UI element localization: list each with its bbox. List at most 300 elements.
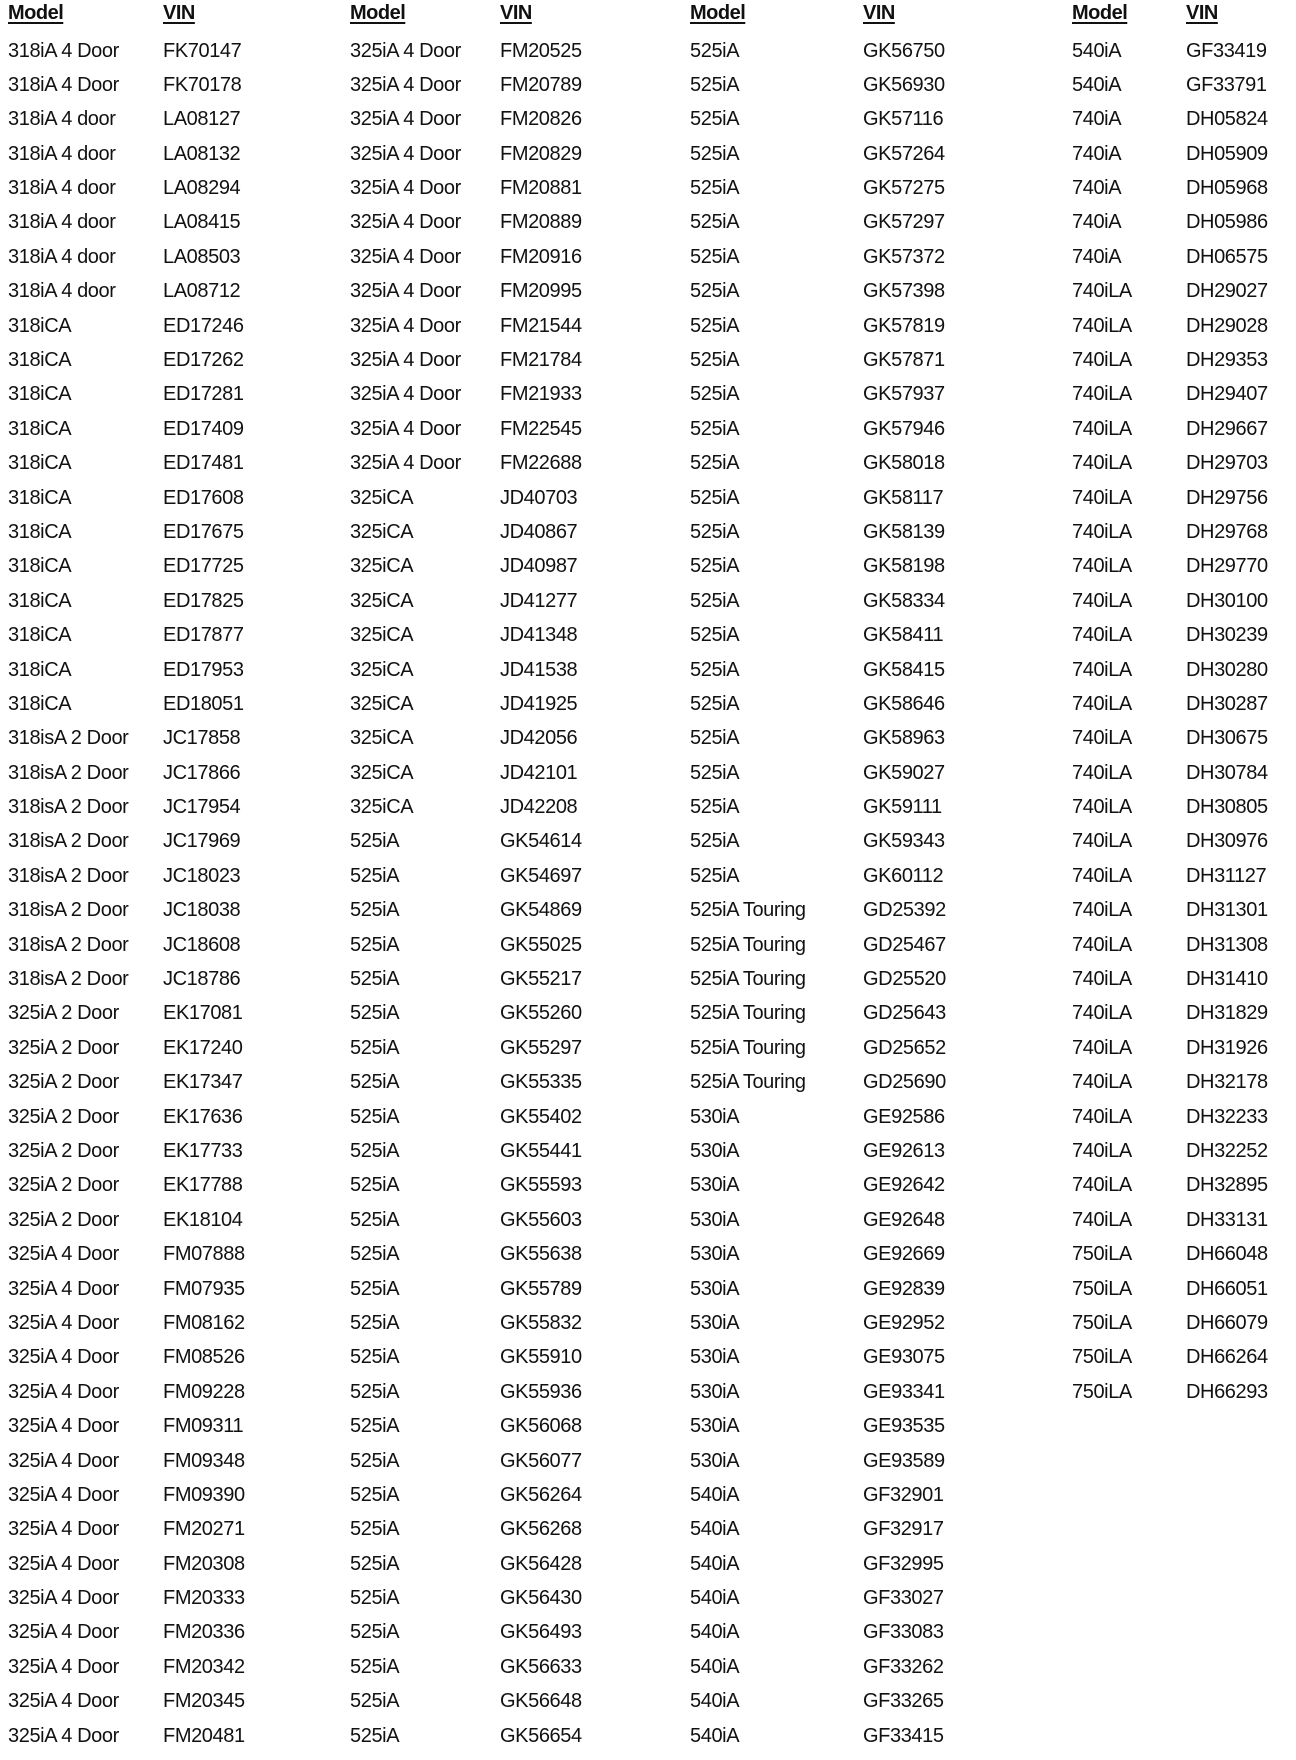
vin-cell: FM09348 bbox=[163, 1449, 245, 1472]
vin-cell: GK57819 bbox=[863, 314, 945, 337]
model-cell: 525iA bbox=[690, 796, 740, 819]
model-cell: 525iA bbox=[690, 142, 740, 165]
model-cell: 325iA 4 Door bbox=[8, 1346, 119, 1369]
vin-cell: JD42208 bbox=[500, 796, 578, 819]
vin-cell: FM20271 bbox=[163, 1518, 245, 1541]
vin-cell: GK57297 bbox=[863, 211, 945, 234]
model-cell: 325iA 4 Door bbox=[350, 417, 461, 440]
vin-cell: JD40987 bbox=[500, 555, 578, 578]
vin-header: VIN bbox=[863, 2, 895, 24]
vin-cell: FK70178 bbox=[163, 73, 242, 96]
vin-cell: GF33262 bbox=[863, 1655, 944, 1678]
model-cell: 525iA bbox=[350, 1036, 400, 1059]
model-cell: 325iA 4 Door bbox=[8, 1415, 119, 1438]
model-cell: 325iA 2 Door bbox=[8, 1174, 119, 1197]
model-cell: 318iCA bbox=[8, 589, 72, 612]
vin-cell: JD40703 bbox=[500, 486, 578, 509]
model-cell: 318iCA bbox=[8, 658, 72, 681]
vin-cell: GK58963 bbox=[863, 727, 945, 750]
model-cell: 740iLA bbox=[1072, 1071, 1132, 1094]
model-cell: 530iA bbox=[690, 1277, 740, 1300]
vin-cell: GK56268 bbox=[500, 1518, 582, 1541]
model-cell: 325iA 4 Door bbox=[8, 1243, 119, 1266]
vin-cell: FM20826 bbox=[500, 108, 582, 131]
vin-cell: DH30100 bbox=[1186, 589, 1268, 612]
model-cell: 318iA 4 door bbox=[8, 108, 116, 131]
vin-cell: FM20995 bbox=[500, 280, 582, 303]
model-cell: 325iCA bbox=[350, 486, 414, 509]
vin-cell: DH29353 bbox=[1186, 349, 1268, 372]
model-cell: 525iA bbox=[690, 73, 740, 96]
model-cell: 325iA 4 Door bbox=[350, 177, 461, 200]
vin-cell: LA08712 bbox=[163, 280, 241, 303]
model-cell: 318isA 2 Door bbox=[8, 933, 129, 956]
model-cell: 740iLA bbox=[1072, 864, 1132, 887]
model-cell: 750iLA bbox=[1072, 1380, 1132, 1403]
vin-cell: FM20881 bbox=[500, 177, 582, 200]
vin-cell: FM20525 bbox=[500, 39, 582, 62]
model-cell: 740iLA bbox=[1072, 761, 1132, 784]
model-cell: 740iLA bbox=[1072, 1036, 1132, 1059]
vin-cell: GK58646 bbox=[863, 692, 945, 715]
model-cell: 525iA bbox=[350, 1587, 400, 1610]
vin-cell: GK60112 bbox=[863, 864, 944, 887]
vin-cell: DH32252 bbox=[1186, 1140, 1268, 1162]
model-cell: 750iLA bbox=[1072, 1311, 1132, 1334]
model-cell: 530iA bbox=[690, 1174, 740, 1197]
model-cell: 318isA 2 Door bbox=[8, 727, 129, 750]
vin-cell: ED17281 bbox=[163, 383, 244, 406]
model-cell: 530iA bbox=[690, 1346, 740, 1369]
model-cell: 318iA 4 door bbox=[8, 245, 116, 268]
model-cell: 525iA bbox=[350, 1140, 400, 1162]
vin-cell: GE92839 bbox=[863, 1277, 945, 1300]
model-cell: 525iA bbox=[690, 727, 740, 750]
vin-cell: GK55593 bbox=[500, 1174, 582, 1197]
vin-cell: JD41277 bbox=[500, 589, 578, 612]
vin-cell: GK55936 bbox=[500, 1380, 582, 1403]
vin-cell: GE93075 bbox=[863, 1346, 945, 1369]
model-cell: 525iA bbox=[350, 1208, 400, 1231]
model-cell: 740iA bbox=[1072, 108, 1122, 131]
vin-cell: GK58415 bbox=[863, 658, 945, 681]
vin-cell: GK59027 bbox=[863, 761, 945, 784]
vin-cell: GK57372 bbox=[863, 245, 945, 268]
model-cell: 740iLA bbox=[1072, 417, 1132, 440]
vin-cell: GE92669 bbox=[863, 1243, 945, 1266]
model-cell: 325iA 4 Door bbox=[8, 1277, 119, 1300]
vin-cell: DH30976 bbox=[1186, 830, 1268, 853]
model-cell: 318iA 4 Door bbox=[8, 39, 119, 62]
vin-cell: FM22688 bbox=[500, 452, 582, 475]
vin-cell: JD42101 bbox=[500, 761, 578, 784]
model-cell: 525iA bbox=[690, 177, 740, 200]
vin-cell: FM20829 bbox=[500, 142, 582, 165]
vin-cell: GE92586 bbox=[863, 1105, 945, 1128]
model-cell: 740iLA bbox=[1072, 1002, 1132, 1025]
model-cell: 325iA 4 Door bbox=[350, 452, 461, 475]
vin-cell: GK58411 bbox=[863, 624, 944, 647]
model-cell: 325iA 4 Door bbox=[8, 1587, 119, 1610]
model-cell: 325iA 4 Door bbox=[350, 142, 461, 165]
model-cell: 325iCA bbox=[350, 796, 414, 819]
model-cell: 525iA Touring bbox=[690, 933, 806, 956]
vin-cell: DH30675 bbox=[1186, 727, 1268, 750]
model-cell: 525iA bbox=[690, 658, 740, 681]
model-cell: 740iA bbox=[1072, 211, 1122, 234]
model-cell: 325iA 4 Door bbox=[350, 245, 461, 268]
vin-cell: FM21544 bbox=[500, 314, 582, 337]
model-cell: 318iA 4 door bbox=[8, 142, 116, 165]
model-cell: 530iA bbox=[690, 1415, 740, 1438]
model-cell: 325iA 4 Door bbox=[8, 1483, 119, 1506]
model-cell: 740iLA bbox=[1072, 624, 1132, 647]
vin-cell: GD25392 bbox=[863, 899, 946, 922]
model-cell: 318isA 2 Door bbox=[8, 761, 129, 784]
vin-cell: GK55441 bbox=[500, 1140, 582, 1162]
model-cell: 525iA bbox=[690, 280, 740, 303]
model-cell: 540iA bbox=[690, 1724, 740, 1747]
vin-cell: GK56633 bbox=[500, 1655, 582, 1678]
vin-cell: GE92642 bbox=[863, 1174, 945, 1197]
vin-cell: GK56930 bbox=[863, 73, 945, 96]
model-cell: 325iA 4 Door bbox=[350, 108, 461, 131]
model-cell: 525iA bbox=[350, 1724, 400, 1747]
vin-cell: DH31308 bbox=[1186, 933, 1268, 956]
vin-cell: FM20342 bbox=[163, 1655, 245, 1678]
vin-cell: GF33083 bbox=[863, 1621, 944, 1644]
model-cell: 325iCA bbox=[350, 658, 414, 681]
vin-cell: GD25690 bbox=[863, 1071, 946, 1094]
vin-cell: FM07935 bbox=[163, 1277, 245, 1300]
model-cell: 325iA 4 Door bbox=[350, 383, 461, 406]
vin-cell: GK57946 bbox=[863, 417, 945, 440]
vin-cell: GK58198 bbox=[863, 555, 945, 578]
vin-cell: GK55789 bbox=[500, 1277, 582, 1300]
model-cell: 525iA bbox=[350, 1346, 400, 1369]
vin-cell: DH32233 bbox=[1186, 1105, 1268, 1128]
model-cell: 525iA bbox=[690, 692, 740, 715]
model-cell: 318iCA bbox=[8, 555, 72, 578]
model-cell: 325iA 4 Door bbox=[8, 1552, 119, 1575]
vin-cell: GK57937 bbox=[863, 383, 945, 406]
model-cell: 318iCA bbox=[8, 624, 72, 647]
vin-cell: JC18786 bbox=[163, 968, 241, 991]
vin-cell: GK57264 bbox=[863, 142, 945, 165]
model-cell: 540iA bbox=[690, 1655, 740, 1678]
vin-cell: DH29027 bbox=[1186, 280, 1268, 303]
model-cell: 325iCA bbox=[350, 727, 414, 750]
vin-cell: FM20789 bbox=[500, 73, 582, 96]
model-cell: 525iA bbox=[350, 1277, 400, 1300]
vin-cell: GF33265 bbox=[863, 1690, 944, 1713]
vin-cell: GE93341 bbox=[863, 1380, 945, 1403]
vin-cell: GK56068 bbox=[500, 1415, 582, 1438]
model-cell: 525iA bbox=[350, 1690, 400, 1713]
model-cell: 525iA Touring bbox=[690, 899, 806, 922]
model-cell: 325iA 4 Door bbox=[8, 1690, 119, 1713]
model-cell: 525iA bbox=[350, 1621, 400, 1644]
model-cell: 325iA 4 Door bbox=[350, 314, 461, 337]
model-cell: 740iLA bbox=[1072, 692, 1132, 715]
model-cell: 325iA 4 Door bbox=[8, 1311, 119, 1334]
model-cell: 525iA bbox=[690, 349, 740, 372]
model-cell: 318iA 4 door bbox=[8, 177, 116, 200]
vin-cell: JC18608 bbox=[163, 933, 241, 956]
model-cell: 740iLA bbox=[1072, 349, 1132, 372]
vin-cell: DH31926 bbox=[1186, 1036, 1268, 1059]
model-cell: 318isA 2 Door bbox=[8, 899, 129, 922]
model-cell: 525iA bbox=[690, 39, 740, 62]
model-cell: 525iA bbox=[350, 1071, 400, 1094]
vin-cell: DH32895 bbox=[1186, 1174, 1268, 1197]
model-cell: 525iA bbox=[350, 1518, 400, 1541]
vin-cell: GK55297 bbox=[500, 1036, 582, 1059]
vin-cell: JD42056 bbox=[500, 727, 578, 750]
vin-cell: GK59111 bbox=[863, 796, 942, 819]
vin-cell: GK57116 bbox=[863, 108, 944, 131]
vin-cell: GK55217 bbox=[500, 968, 582, 991]
vin-cell: DH66051 bbox=[1186, 1277, 1268, 1300]
vin-cell: FM22545 bbox=[500, 417, 582, 440]
vin-cell: GK56264 bbox=[500, 1483, 582, 1506]
vin-cell: GK58334 bbox=[863, 589, 945, 612]
model-cell: 325iCA bbox=[350, 692, 414, 715]
vin-cell: DH66264 bbox=[1186, 1346, 1268, 1369]
model-cell: 525iA bbox=[690, 486, 740, 509]
model-cell: 525iA bbox=[690, 314, 740, 337]
vin-cell: DH33131 bbox=[1186, 1208, 1268, 1231]
model-cell: 740iLA bbox=[1072, 1174, 1132, 1197]
model-cell: 740iLA bbox=[1072, 452, 1132, 475]
vin-cell: DH29756 bbox=[1186, 486, 1268, 509]
model-cell: 525iA bbox=[350, 1415, 400, 1438]
vin-cell: GF33415 bbox=[863, 1724, 944, 1747]
model-cell: 740iLA bbox=[1072, 520, 1132, 543]
vin-cell: GF33419 bbox=[1186, 39, 1267, 62]
vin-cell: GE92952 bbox=[863, 1311, 945, 1334]
vin-cell: DH29770 bbox=[1186, 555, 1268, 578]
vin-cell: JC17954 bbox=[163, 796, 241, 819]
vin-cell: JD41925 bbox=[500, 692, 578, 715]
vin-cell: JC17969 bbox=[163, 830, 241, 853]
vin-cell: LA08132 bbox=[163, 142, 241, 165]
vin-cell: JD40867 bbox=[500, 520, 578, 543]
model-cell: 740iLA bbox=[1072, 968, 1132, 991]
model-cell: 325iA 2 Door bbox=[8, 1140, 119, 1162]
model-cell: 525iA bbox=[350, 1105, 400, 1128]
vin-cell: FM20481 bbox=[163, 1724, 245, 1747]
vin-cell: JC17866 bbox=[163, 761, 241, 784]
model-cell: 540iA bbox=[690, 1621, 740, 1644]
vin-cell: EK17347 bbox=[163, 1071, 243, 1094]
vin-cell: GD25652 bbox=[863, 1036, 946, 1059]
vin-cell: GD25643 bbox=[863, 1002, 946, 1025]
model-cell: 325iA 4 Door bbox=[8, 1449, 119, 1472]
vin-cell: FM09390 bbox=[163, 1483, 245, 1506]
model-cell: 530iA bbox=[690, 1311, 740, 1334]
vin-cell: LA08503 bbox=[163, 245, 241, 268]
model-cell: 530iA bbox=[690, 1449, 740, 1472]
model-cell: 325iA 4 Door bbox=[8, 1518, 119, 1541]
model-cell: 525iA bbox=[350, 1380, 400, 1403]
vin-cell: GF33027 bbox=[863, 1587, 944, 1610]
vin-cell: DH31127 bbox=[1186, 864, 1267, 887]
model-cell: 750iLA bbox=[1072, 1277, 1132, 1300]
vin-cell: DH31410 bbox=[1186, 968, 1268, 991]
model-cell: 740iLA bbox=[1072, 383, 1132, 406]
vin-header: VIN bbox=[500, 2, 532, 24]
model-cell: 525iA bbox=[690, 761, 740, 784]
model-cell: 740iLA bbox=[1072, 280, 1132, 303]
vin-cell: GK55402 bbox=[500, 1105, 582, 1128]
model-cell: 530iA bbox=[690, 1208, 740, 1231]
vin-cell: ED18051 bbox=[163, 692, 244, 715]
vin-cell: EK18104 bbox=[163, 1208, 243, 1231]
vin-cell: ED17481 bbox=[163, 452, 244, 475]
vin-cell: LA08294 bbox=[163, 177, 241, 200]
model-header: Model bbox=[690, 2, 746, 24]
model-cell: 325iCA bbox=[350, 520, 414, 543]
model-cell: 740iA bbox=[1072, 245, 1122, 268]
model-cell: 525iA Touring bbox=[690, 968, 806, 991]
vin-cell: DH29407 bbox=[1186, 383, 1268, 406]
vin-cell: DH31301 bbox=[1186, 899, 1268, 922]
vin-cell: JC18023 bbox=[163, 864, 241, 887]
model-cell: 740iLA bbox=[1072, 933, 1132, 956]
vin-cell: JC18038 bbox=[163, 899, 241, 922]
vin-cell: ED17953 bbox=[163, 658, 244, 681]
model-cell: 530iA bbox=[690, 1140, 740, 1162]
model-cell: 318iCA bbox=[8, 349, 72, 372]
model-cell: 318iCA bbox=[8, 486, 72, 509]
model-cell: 750iLA bbox=[1072, 1243, 1132, 1266]
vin-cell: DH30805 bbox=[1186, 796, 1268, 819]
vin-cell: FM07888 bbox=[163, 1243, 245, 1266]
vin-cell: FM20916 bbox=[500, 245, 582, 268]
model-cell: 318isA 2 Door bbox=[8, 968, 129, 991]
model-cell: 525iA bbox=[350, 830, 400, 853]
vin-cell: GK58117 bbox=[863, 486, 944, 509]
model-cell: 525iA bbox=[350, 1655, 400, 1678]
model-cell: 325iA 4 Door bbox=[350, 39, 461, 62]
vin-cell: GK57871 bbox=[863, 349, 945, 372]
model-cell: 740iLA bbox=[1072, 1208, 1132, 1231]
model-cell: 540iA bbox=[690, 1552, 740, 1575]
model-cell: 325iA 4 Door bbox=[8, 1621, 119, 1644]
vin-cell: GE93535 bbox=[863, 1415, 945, 1438]
vin-cell: DH30287 bbox=[1186, 692, 1268, 715]
vin-cell: GK55832 bbox=[500, 1311, 582, 1334]
vin-cell: GK55335 bbox=[500, 1071, 582, 1094]
vin-cell: EK17240 bbox=[163, 1036, 243, 1059]
model-cell: 325iA 4 Door bbox=[350, 349, 461, 372]
vin-cell: GE92648 bbox=[863, 1208, 945, 1231]
vin-cell: GD25520 bbox=[863, 968, 946, 991]
vin-cell: FM08526 bbox=[163, 1346, 245, 1369]
model-cell: 318isA 2 Door bbox=[8, 830, 129, 853]
vin-cell: ED17608 bbox=[163, 486, 244, 509]
vin-cell: ED17675 bbox=[163, 520, 244, 543]
model-header: Model bbox=[1072, 2, 1128, 24]
model-cell: 540iA bbox=[690, 1483, 740, 1506]
vin-cell: DH05986 bbox=[1186, 211, 1268, 234]
vin-cell: DH05909 bbox=[1186, 142, 1268, 165]
vin-cell: DH30239 bbox=[1186, 624, 1268, 647]
vin-cell: DH66079 bbox=[1186, 1311, 1268, 1334]
model-cell: 740iLA bbox=[1072, 1140, 1132, 1162]
model-cell: 318iCA bbox=[8, 452, 72, 475]
model-cell: 525iA bbox=[690, 520, 740, 543]
vin-cell: DH29028 bbox=[1186, 314, 1268, 337]
vin-cell: GF32995 bbox=[863, 1552, 944, 1575]
model-cell: 525iA bbox=[350, 1483, 400, 1506]
vin-cell: GK56654 bbox=[500, 1724, 582, 1747]
model-cell: 540iA bbox=[690, 1518, 740, 1541]
vin-cell: GK55260 bbox=[500, 1002, 582, 1025]
model-cell: 740iA bbox=[1072, 177, 1122, 200]
model-cell: 525iA Touring bbox=[690, 1036, 806, 1059]
vin-cell: DH66048 bbox=[1186, 1243, 1268, 1266]
vin-cell: GK56430 bbox=[500, 1587, 582, 1610]
model-cell: 325iA 4 Door bbox=[350, 280, 461, 303]
vin-cell: EK17081 bbox=[163, 1002, 243, 1025]
model-cell: 525iA bbox=[350, 1243, 400, 1266]
vin-cell: LA08127 bbox=[163, 108, 241, 131]
model-cell: 525iA bbox=[690, 211, 740, 234]
model-cell: 325iCA bbox=[350, 555, 414, 578]
model-cell: 525iA Touring bbox=[690, 1071, 806, 1094]
model-cell: 325iCA bbox=[350, 624, 414, 647]
model-cell: 318iCA bbox=[8, 314, 72, 337]
vin-cell: GK56493 bbox=[500, 1621, 582, 1644]
model-cell: 740iLA bbox=[1072, 314, 1132, 337]
model-cell: 530iA bbox=[690, 1105, 740, 1128]
model-cell: 325iCA bbox=[350, 589, 414, 612]
vin-cell: FM09311 bbox=[163, 1415, 244, 1438]
vin-cell: DH30280 bbox=[1186, 658, 1268, 681]
vin-cell: FM20345 bbox=[163, 1690, 245, 1713]
model-cell: 325iCA bbox=[350, 761, 414, 784]
vin-cell: DH29667 bbox=[1186, 417, 1268, 440]
vin-cell: DH05824 bbox=[1186, 108, 1268, 131]
vin-cell: FM20333 bbox=[163, 1587, 245, 1610]
vin-cell: GF32901 bbox=[863, 1483, 944, 1506]
model-cell: 325iA 4 Door bbox=[350, 211, 461, 234]
model-cell: 325iA 2 Door bbox=[8, 1002, 119, 1025]
model-cell: 540iA bbox=[1072, 73, 1122, 96]
model-cell: 325iA 2 Door bbox=[8, 1036, 119, 1059]
vin-cell: GK54869 bbox=[500, 899, 582, 922]
model-cell: 325iA 4 Door bbox=[8, 1724, 119, 1747]
vin-cell: JC17858 bbox=[163, 727, 241, 750]
vin-cell: EK17733 bbox=[163, 1140, 243, 1162]
vin-cell: EK17636 bbox=[163, 1105, 243, 1128]
vin-cell: DH31829 bbox=[1186, 1002, 1268, 1025]
vin-cell: GF32917 bbox=[863, 1518, 944, 1541]
model-cell: 740iLA bbox=[1072, 899, 1132, 922]
model-cell: 740iLA bbox=[1072, 796, 1132, 819]
vin-cell: DH06575 bbox=[1186, 245, 1268, 268]
model-cell: 525iA bbox=[350, 968, 400, 991]
vin-cell: GD25467 bbox=[863, 933, 946, 956]
model-cell: 530iA bbox=[690, 1380, 740, 1403]
vin-cell: DH66293 bbox=[1186, 1380, 1268, 1403]
model-cell: 525iA bbox=[350, 1552, 400, 1575]
model-cell: 525iA bbox=[350, 1174, 400, 1197]
vin-cell: GK56428 bbox=[500, 1552, 582, 1575]
vin-cell: ED17825 bbox=[163, 589, 244, 612]
